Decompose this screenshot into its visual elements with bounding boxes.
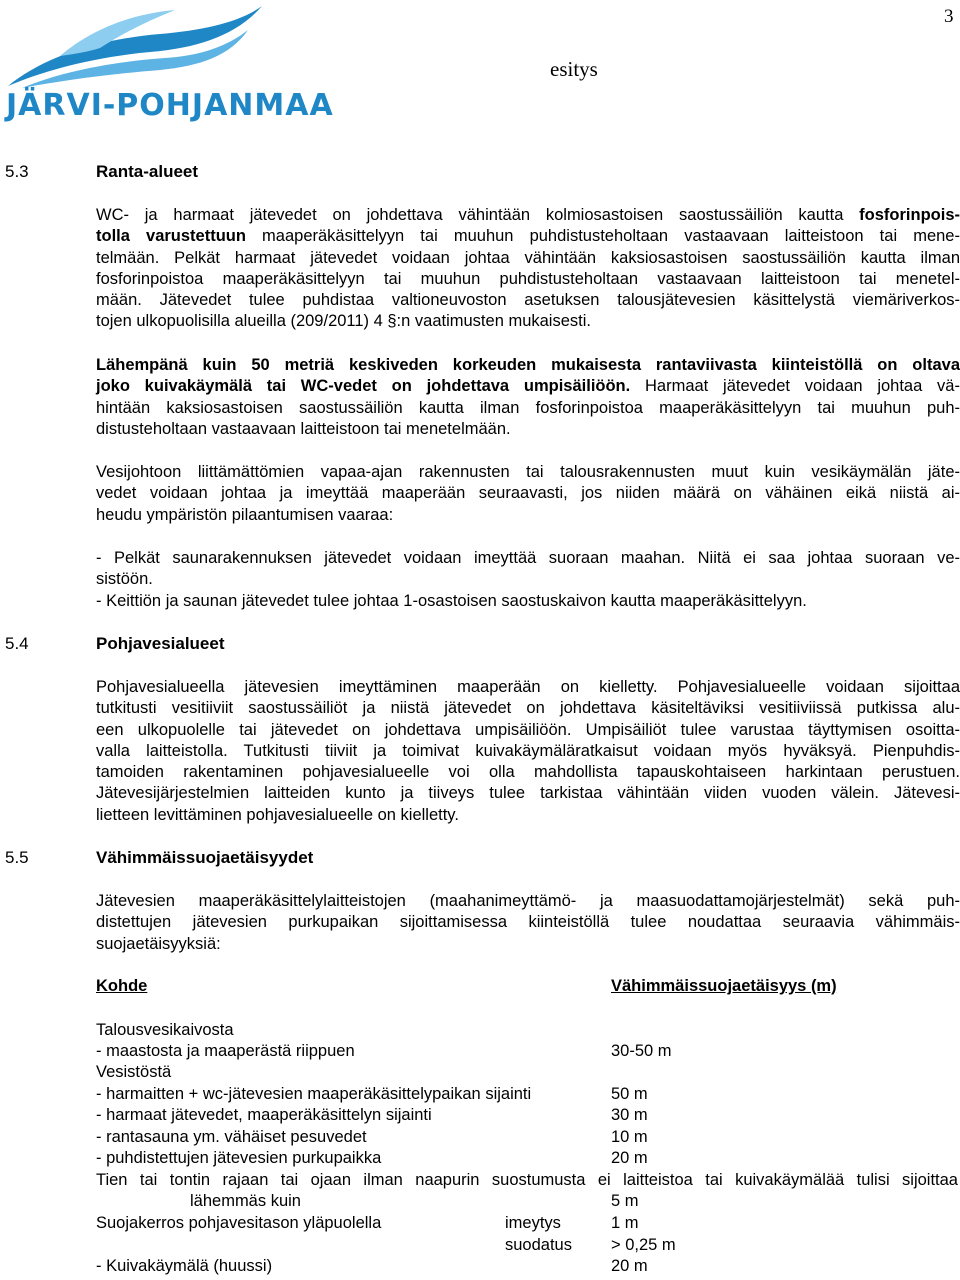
- text-line: joko kuivakäymälä tai WC-vedet on johdettava umpisäiliöön. Harmaat jätevedet voidaan johtaa vä-: [96, 377, 960, 396]
- table-row-label: Tien tai tontin rajaan tai ojaan ilman naapurin suostumusta ei laitteistoa tai kuivakäymälää tulisi sijoittaa: [96, 1171, 958, 1189]
- text-line: tolla varustettuun maaperäkäsittelyyn tai muuhun puhdistusteholtaan vastaavaan laitteistoon tai mene-: [96, 227, 960, 246]
- text-line: vedet voidaan johtaa ja imeyttää maaperään seuraavasti, jos niiden määrä on vähäinen eikä niistä ai-: [96, 484, 960, 503]
- table-row-label: - harmaat jätevedet, maaperäkäsittelyn sijainti: [96, 1106, 432, 1124]
- table-row-value: 30 m: [611, 1106, 648, 1124]
- text-line: telmään. Pelkät harmaat jätevedet voidaan johtaa vähintään kaksiosastoisen saostussäiliön kautta ilman: [96, 248, 960, 267]
- text-line: suojaetäisyyksiä:: [96, 934, 221, 953]
- text-line: WC- ja harmaat jätevedet on johdettava vähintään kolmiosastoisen saostussäiliön kautta fosforinpois-: [96, 206, 960, 224]
- logo: [0, 0, 334, 125]
- text-line: valla laitteistolla. Tutkitusti tiiviit ja toimivat kuivakäymäläratkaisut voidaan myös hyväksyä. Pienpuhdis-: [96, 741, 960, 760]
- table-row-value: 30-50 m: [611, 1042, 672, 1060]
- table-row-value: 1 m: [611, 1214, 639, 1232]
- text-line: Jätevesijärjestelmien laitteiden kunto ja tiiveys tulee tarkistaa vähintään viiden vuoden välein. Jätevesi-: [96, 784, 960, 803]
- logo-text: JÄRVI-POHJANMAA: [6, 88, 334, 123]
- table-row-label: - Kuivakäymälä (huussi): [96, 1257, 273, 1275]
- section-title: Pohjavesialueet: [96, 634, 225, 653]
- section-title: Ranta-alueet: [96, 162, 199, 181]
- section-number: 5.4: [5, 634, 29, 653]
- text-line: tojen ulkopuolisilla alueilla (209/2011) 4 §:n vaatimusten mukaisesti.: [96, 312, 591, 331]
- paragraph: [96, 548, 960, 612]
- table-row-value: 50 m: [611, 1085, 648, 1103]
- table-row-method: suodatus: [505, 1236, 572, 1254]
- text-line: distettujen jätevesien purkupaikan sijoittamisessa kiinteistöllä tulee noudattaa seuraavia vähimmäis-: [96, 913, 960, 932]
- table-row-label: - puhdistettujen jätevesien purkupaikka: [96, 1149, 382, 1167]
- table-row-label: - harmaitten + wc-jätevesien maaperäkäsittelypaikan sijainti: [96, 1085, 532, 1103]
- text-line: hintään kaksiosastoisen saostussäiliön kautta ilman fosforinpoistoa maaperäkäsittelyyn tai muuhun puh-: [96, 398, 960, 417]
- table-row-value: 20 m: [611, 1257, 648, 1275]
- paragraph: [96, 205, 960, 333]
- page-number: 3: [944, 6, 954, 27]
- text-line: Lähempänä kuin 50 metriä keskiveden korkeuden mukaisesta rantaviivasta kiinteistöllä on oltava: [96, 356, 960, 374]
- table-row-value: 5 m: [611, 1192, 639, 1210]
- paragraph: [96, 355, 960, 440]
- table-row-label: Talousvesikaivosta: [96, 1021, 234, 1039]
- text-line: distusteholtaan vastaavaan laitteistoon tai menetelmään.: [96, 419, 511, 438]
- text-line: Vesijohtoon liittämättömien vapaa-ajan rakennusten tai talousrakennusten muut kuin vesikäymälän jäte-: [96, 463, 960, 481]
- text-line: heudu ympäristön pilaantumisen vaaraa:: [96, 505, 394, 524]
- table-row-value: 10 m: [611, 1128, 648, 1146]
- table-row-value: 20 m: [611, 1149, 648, 1167]
- table-header-distance: Vähimmäissuojaetäisyys (m): [611, 977, 837, 995]
- table-row-label: - maastosta ja maaperästä riippuen: [96, 1042, 355, 1060]
- text-line: Pohjavesialueella jätevesien imeyttäminen maaperään on kielletty. Pohjavesialueelle voidaan sijoittaa: [96, 678, 960, 696]
- table-row-value: > 0,25 m: [611, 1236, 676, 1254]
- table-header-kohde: Kohde: [96, 977, 148, 995]
- section-number: 5.5: [5, 848, 29, 867]
- section-title: Vähimmäissuojaetäisyydet: [96, 848, 314, 867]
- table-row-label: - rantasauna ym. vähäiset pesuvedet: [96, 1128, 367, 1146]
- logo-waves-icon: [0, 0, 270, 95]
- table-row-label: lähemmäs kuin: [190, 1192, 301, 1210]
- paragraph: [96, 891, 960, 955]
- paragraph: [96, 462, 960, 526]
- text-line: tutkitusti vesitiiviit saostussäiliöt ja niistä jätevedet on johdettava käsiteltäviksi vesitiiviissä putkissa alu-: [96, 699, 960, 718]
- text-line: - Keittiön ja saunan jätevedet tulee johtaa 1-osastoisen saostuskaivon kautta maaperäkäsittelyyn.: [96, 591, 807, 610]
- text-line: Jätevesien maaperäkäsittelylaitteistojen (maahanimeyttämö- ja maasuodattamojärjestelmät) sekä puh-: [96, 892, 960, 910]
- text-line: een ulkopuolelle tai jätevedet on johdettava umpisäiliöön. Umpisäiliöt tulee varustaa täyttymisen osoitta-: [96, 720, 960, 739]
- text-line: tamoiden rakentaminen pohjavesialueelle voi olla mahdollista tapauskohtaiseen harkintaan perustuen.: [96, 763, 960, 782]
- text-line: - Pelkät saunarakennuksen jätevedet voidaan imeyttää suoraan maahan. Niitä ei saa johtaa suoraan ve-: [96, 549, 960, 567]
- text-line: sistöön.: [96, 570, 153, 589]
- table-row-label: Vesistöstä: [96, 1063, 172, 1081]
- text-line: fosforinpoistoa maaperäkäsittelyyn tai muuhun puhdistusteholtaan vastaavaan laitteistoon tai menetel-: [96, 269, 960, 288]
- section-number: 5.3: [5, 162, 29, 181]
- paragraph: [96, 677, 960, 826]
- text-line: mään. Jätevedet tulee puhdistaa valtioneuvoston asetuksen talousjätevesien käsittelystä viemäriverkos-: [96, 291, 960, 310]
- text-line: lietteen levittäminen pohjavesialueelle on kielletty.: [96, 805, 459, 824]
- table-row-label: Suojakerros pohjavesitason yläpuolella: [96, 1214, 382, 1232]
- table-row-method: imeytys: [505, 1214, 561, 1232]
- document-label: esitys: [550, 57, 598, 81]
